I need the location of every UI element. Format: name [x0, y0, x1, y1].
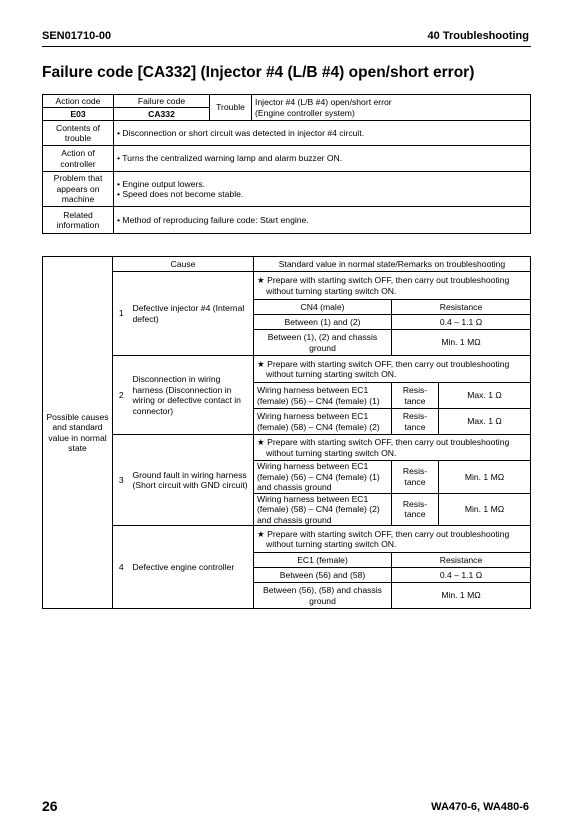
- cause-number: 4: [113, 526, 130, 609]
- measure-point: Wiring harness between EC1 (female) (58) – CN4 (female) (2) and chassis ground: [254, 493, 392, 526]
- preparation-note: ★ Prepare with starting switch OFF, then carry out troubleshooting without turning starting switch ON.: [254, 272, 531, 300]
- cause-number: 2: [113, 356, 130, 435]
- measure-point: Wiring harness between EC1 (female) (56) – CN4 (female) (1): [254, 383, 392, 409]
- cause-description: Defective engine controller: [130, 526, 254, 609]
- failure-summary-table: [42, 94, 531, 234]
- problem-item: • Speed does not become stable.: [117, 189, 527, 200]
- action-label: Action of controller: [43, 146, 114, 172]
- measure-point: Between (56), (58) and chassis ground: [254, 583, 392, 609]
- standard-value: Min. 1 MΩ: [392, 583, 531, 609]
- trouble-label: Trouble: [210, 95, 252, 121]
- standard-value: Max. 1 Ω: [439, 409, 531, 435]
- action-text: • Turns the centralized warning lamp and alarm buzzer ON.: [117, 153, 527, 164]
- standard-value: 0.4 – 1.1 Ω: [392, 315, 531, 330]
- action-code-label: Action code: [43, 95, 114, 108]
- contents-text: • Disconnection or short circuit was detected in injector #4 circuit.: [117, 128, 527, 139]
- contents-label: Contents of trouble: [43, 121, 114, 146]
- page-number: 26: [42, 798, 58, 814]
- page-title: Failure code [CA332] (Injector #4 (L/B #4) open/short error): [42, 64, 475, 81]
- failure-code-label: Failure code: [114, 95, 210, 108]
- possible-causes-label: Possible causes and standard value in normal state: [43, 257, 113, 609]
- measure-point: Between (56) and (58): [254, 568, 392, 583]
- cause-description: Defective injector #4 (Internal defect): [130, 272, 254, 356]
- header-rule: [42, 46, 531, 47]
- cause-description: Ground fault in wiring harness (Short circuit with GND circuit): [130, 435, 254, 526]
- standard-value: Min. 1 MΩ: [439, 461, 531, 494]
- standard-value: Min. 1 MΩ: [392, 330, 531, 356]
- standard-value-header: Standard value in normal state/Remarks on troubleshooting: [254, 257, 531, 272]
- standard-value: Max. 1 Ω: [439, 383, 531, 409]
- possible-causes-table: [42, 256, 531, 609]
- problem-item: • Engine output lowers.: [117, 179, 527, 190]
- measure-type: Resis- tance: [392, 461, 439, 494]
- cause-number: 1: [113, 272, 130, 356]
- section-title: 40 Troubleshooting: [427, 30, 529, 42]
- standard-value: 0.4 – 1.1 Ω: [392, 568, 531, 583]
- cause-description: Disconnection in wiring harness (Disconnection in wiring or defective contact in connector): [130, 356, 254, 435]
- preparation-note: ★ Prepare with starting switch OFF, then carry out troubleshooting without turning starting switch ON.: [254, 356, 531, 383]
- measure-type: Resis- tance: [392, 383, 439, 409]
- related-text: • Method of reproducing failure code: Start engine.: [117, 215, 527, 226]
- document-id: SEN01710-00: [42, 30, 112, 42]
- measure-type: Resis- tance: [392, 493, 439, 526]
- cause-header: Cause: [113, 257, 254, 272]
- preparation-note: ★ Prepare with starting switch OFF, then carry out troubleshooting without turning starting switch ON.: [254, 526, 531, 553]
- value-header: Resistance: [392, 300, 531, 315]
- value-header: Resistance: [392, 553, 531, 568]
- measure-point: Wiring harness between EC1 (female) (58) – CN4 (female) (2): [254, 409, 392, 435]
- failure-code-value: CA332: [114, 108, 210, 121]
- cause-number: 3: [113, 435, 130, 526]
- measure-point: Between (1) and (2): [254, 315, 392, 330]
- action-code-value: E03: [43, 108, 114, 121]
- related-label: Related information: [43, 207, 114, 234]
- preparation-note: ★ Prepare with starting switch OFF, then carry out troubleshooting without turning starting switch ON.: [254, 435, 531, 461]
- measure-header: EC1 (female): [254, 553, 392, 568]
- measure-point: Wiring harness between EC1 (female) (56) – CN4 (female) (1) and chassis ground: [254, 461, 392, 494]
- standard-value: Min. 1 MΩ: [439, 493, 531, 526]
- measure-type: Resis- tance: [392, 409, 439, 435]
- model-names: WA470-6, WA480-6: [431, 801, 529, 813]
- measure-header: CN4 (male): [254, 300, 392, 315]
- problem-label: Problem that appears on machine: [43, 172, 114, 207]
- trouble-description: Injector #4 (L/B #4) open/short error (Engine controller system): [252, 95, 531, 121]
- measure-point: Between (1), (2) and chassis ground: [254, 330, 392, 356]
